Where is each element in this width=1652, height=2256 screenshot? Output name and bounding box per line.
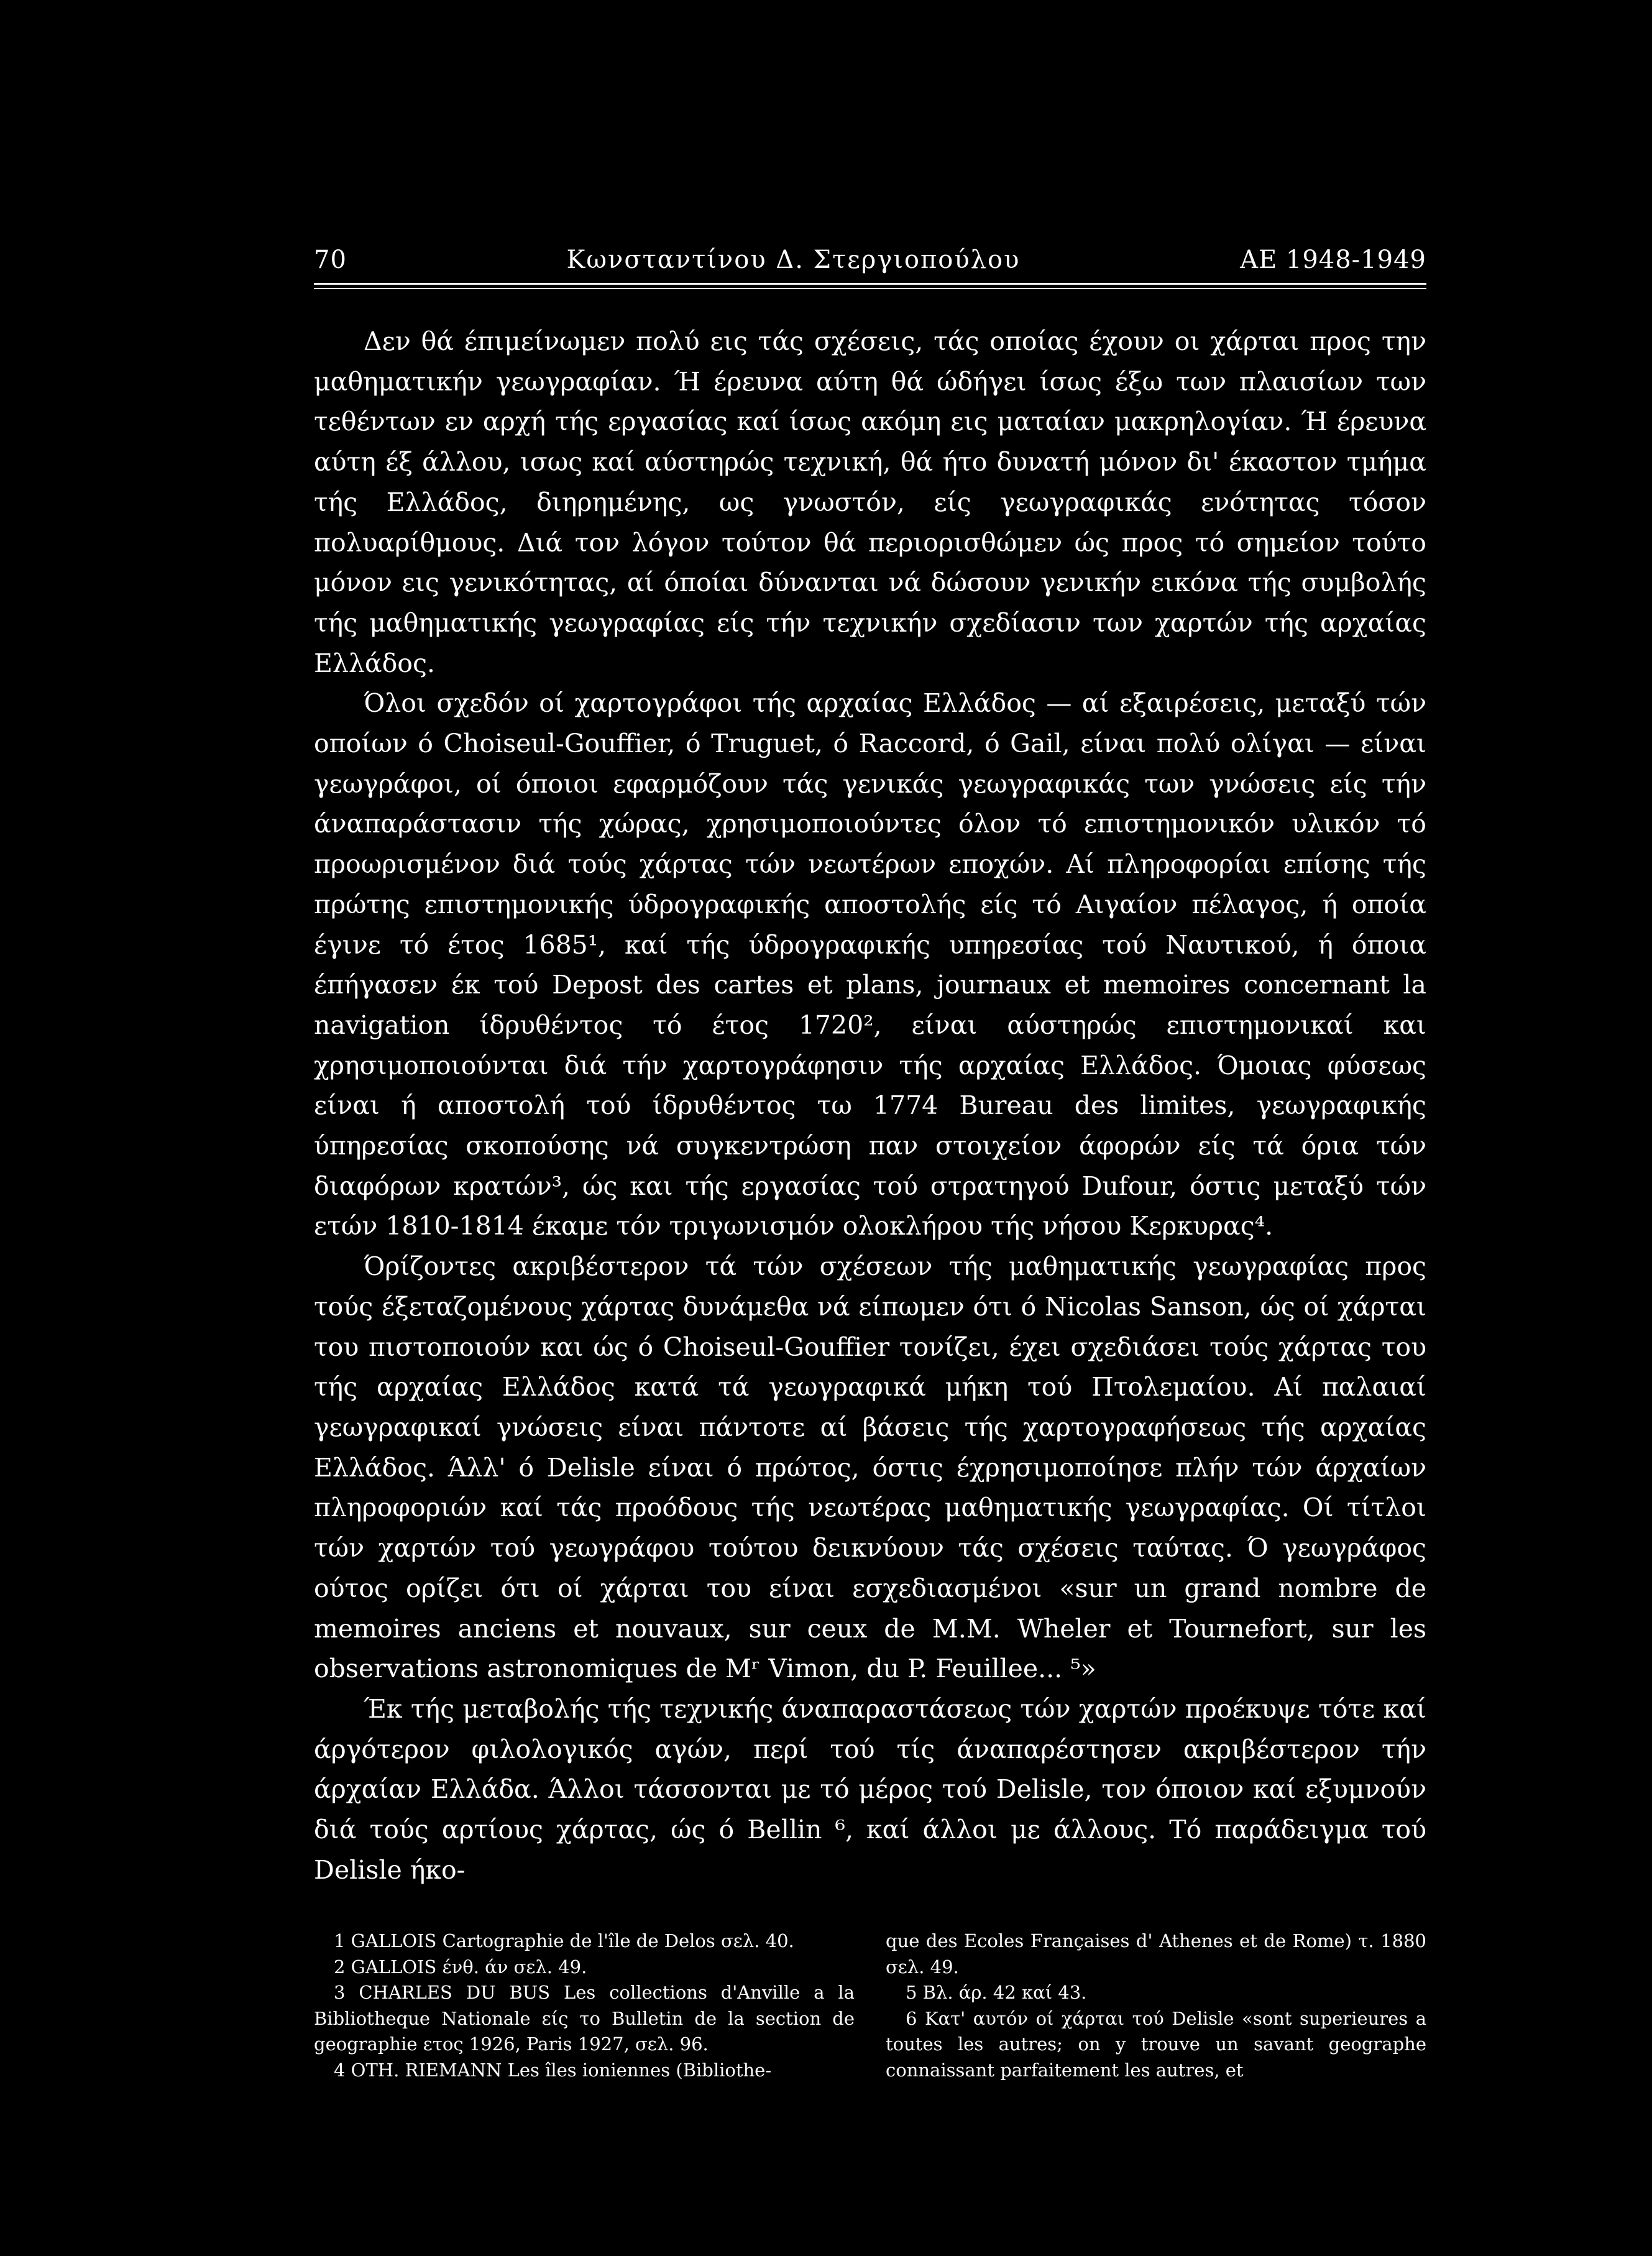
footnote: 4 ΟΤΗ. RIEMANN Les îles ioniennes (Bibliothe- xyxy=(334,2059,772,2081)
paragraph: Έκ τής μεταβολής τής τεχνικής άναπαραστάσεως τών χαρτών προέκυψε τότε καί άργότερον φιλολογικός αγών, περί τού τίς άναπαρέστησεν ακριβέστερον τήν άρχαίαν Ελλάδα. Άλλοι τάσσονται με τό μέρος τού Delisle, τον όποιον καί εξυμνούν διά τούς αρτίους χάρτας, ώς ό Bellin ⁶, καί άλλοι με άλλους. Τό παράδειγμα τού Delisle ήκο- xyxy=(314,1693,1426,1885)
body-text xyxy=(314,321,1426,1890)
running-header xyxy=(314,246,1426,274)
footnote: 5 Βλ. άρ. 42 καί 43. xyxy=(906,1982,1087,2004)
footnote-continuation: que des Ecoles Françaises d' Athenes et de Rome) τ. 1880 σελ. 49. xyxy=(886,1930,1426,1977)
paragraph: Δεν θά έπιμείνωμεν πολύ εις τάς σχέσεις, τάς οποίας έχουν οι χάρται προς την μαθηματικήν γεωγραφίαν. Ή έρευνα αύτη θά ώδήγει ίσως έξω των πλαισίων των τεθέντων εν αρχή τής εργασίας καί ίσως ακόμη εις ματαίαν μακρηλογίαν. Ή έρευνα αύτη έξ άλλου, ισως καί αύστηρώς τεχνική, θά ήτο δυνατή μόνον δι' έκαστον τμήμα τής Ελλάδος, διηρημένης, ως γνωστόν, είς γεωγραφικάς ενότητας τόσον πολυαρίθμους. Διά τον λόγον τούτον θά περιορισθώμεν ώς προς τό σημείον τούτο μόνον εις γενικότητας, αί όποίαι δύνανται νά δώσουν γενικήν εικόνα τής συμβολής τής μαθηματικής γεωγραφίας είς τήν τεχνικήν σχεδίασιν των χαρτών τής αρχαίας Ελλάδος. xyxy=(314,326,1426,678)
author-title: Κωνσταντίνου Δ. Στεργιοπούλου xyxy=(566,246,1021,274)
header-rule-bottom xyxy=(314,288,1426,289)
footnote: 3 CHARLES DU BUS Les collections d'Anville a la Bibliotheque Nationale είς το Bulletin de la section de geographie ετος 1926, Paris 1927, σελ. 96. xyxy=(314,1982,855,2055)
footnote: 2 GALLOIS ένθ. άν σελ. 49. xyxy=(334,1956,587,1977)
footnote: 1 GALLOIS Cartographie de l'île de Delos σελ. 40. xyxy=(334,1930,794,1952)
page-number: 70 xyxy=(314,246,347,274)
footnotes xyxy=(314,1928,1426,2083)
paragraph: Όλοι σχεδόν οί χαρτογράφοι τής αρχαίας Ελλάδος — αί εξαιρέσεις, μεταξύ τών οποίων ό Choiseul-Gouffier, ό Truguet, ό Raccord, ό Gail, είναι πολύ ολίγαι — είναι γεωγράφοι, οί όποιοι εφαρμόζουν τάς γενικάς γεωγραφικάς των γνώσεις είς τήν άναπαράστασιν τής χώρας, χρησιμοποιούντες όλον τό επιστημονικόν υλικόν τό προωρισμένον διά τούς χάρτας τών νεωτέρων εποχών. Αί πληροφορίαι επίσης τής πρώτης επιστημονικής ύδρογραφικής αποστολής είς τό Αιγαίον πέλαγος, ή οποία έγινε τό έτος 1685¹, καί τής ύδρογραφικής υπηρεσίας τού Ναυτικού, ή όποια έπήγασεν έκ τού Depost des cartes et plans, journaux et memoires concernant la navigation ίδρυθέντος τό έτος 1720², είναι αύστηρώς επιστημονικαί και χρησιμοποιούνται διά τήν χαρτογράφησιν τής αρχαίας Ελλάδος. Όμοιας φύσεως είναι ή αποστολή τού ίδρυθέντος τω 1774 Bureau des limites, γεωγραφικής ύπηρεσίας σκοπούσης νά συγκεντρώση παν στοιχείον άφορών είς τά όρια τών διαφόρων κρατών³, ώς και τής εργασίας τού στρατηγού Dufour, όστις μεταξύ τών ετών 1810-1814 έκαμε τόν τριγωνισμόν ολοκλήρου τής νήσου Κερκυρας⁴. xyxy=(314,688,1426,1241)
header-rule-top xyxy=(314,283,1426,285)
page xyxy=(314,246,1426,2083)
paragraph: Όρίζοντες ακριβέστερον τά τών σχέσεων τής μαθηματικής γεωγραφίας προς τούς έξεταζομένους χάρτας δυνάμεθα νά είπωμεν ότι ό Nicolas Sanson, ώς οί χάρται του πιστοποιούν και ώς ό Choiseul-Gouffier τονίζει, έχει σχεδιάσει τούς χάρτας του τής αρχαίας Ελλάδος κατά τά γεωγραφικά μήκη τού Πτολεμαίου. Αί παλαιαί γεωγραφικαί γνώσεις είναι πάντοτε αί βάσεις τής χαρτογραφήσεως τής αρχαίας Ελλάδος. Άλλ' ό Delisle είναι ό πρώτος, όστις έχρησιμοποίησε πλήν τών άρχαίων πληροφοριών καί τάς προόδους τής νεωτέρας μαθηματικής γεωγραφίας. Οί τίτλοι τών χαρτών τού γεωγράφου τούτου δεικνύουν τάς σχέσεις ταύτας. Ό γεωγράφος ούτος ορίζει ότι οί χάρται του είναι εσχεδιασμένοι «sur un grand nombre de memoires anciens et nouvaux, sur ceux de M.M. Wheler et Tournefort, sur les observations astronomiques de Mʳ Vimon, du P. Feuillee... ⁵» xyxy=(314,1251,1426,1684)
journal-issue: ΑΕ 1948-1949 xyxy=(1240,246,1426,274)
footnote: 6 Κατ' αυτόν οί χάρται τού Delisle «sont superieures a toutes les autres; on y trouve un savant geographe connaissant parfaitement les autres, et xyxy=(886,2007,1426,2081)
footnotes-left-column xyxy=(314,1928,855,2083)
footnotes-right-column xyxy=(886,1928,1426,2083)
